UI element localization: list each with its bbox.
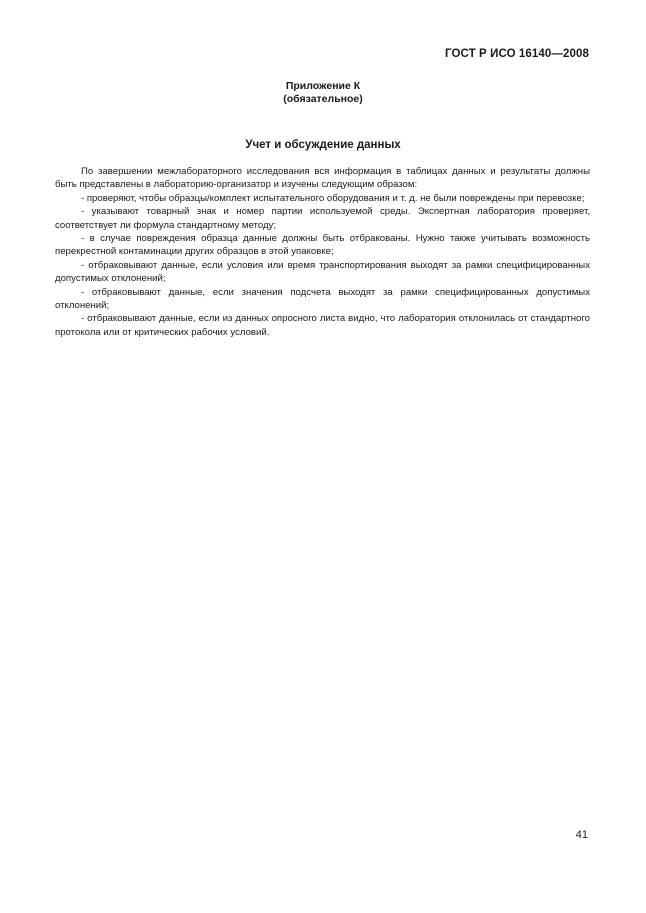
- document-code: ГОСТ Р ИСО 16140—2008: [444, 48, 589, 60]
- list-item: - проверяют, чтобы образцы/комплект испытательного оборудования и т. д. не были повреждены при перевозке;: [81, 192, 585, 204]
- list-item: - в случае повреждения образца данные должны быть отбракованы. Нужно также учитывать возможность перекрестной контаминации других образцов в этой упаковке;: [55, 233, 590, 258]
- annex-heading: [0, 80, 646, 106]
- annex-title: Приложение К: [285, 80, 361, 92]
- paragraph-intro: По завершении межлабораторного исследования вся информация в таблицах данных и результаты должны быть представлены в лабораторию-организатор и изучены следующим образом:: [55, 166, 590, 191]
- section-title: Учет и обсуждение данных: [245, 139, 401, 151]
- list-item: - отбраковывают данные, если условия или время транспортирования выходят за рамки специфицированных допустимых отклонений;: [55, 259, 590, 285]
- list-item: - указывают товарный знак и номер партии используемой среды. Экспертная лаборатория проверяет, соответствует ли формула стандартному методу;: [55, 206, 590, 231]
- body-text: [55, 165, 590, 339]
- list-item: - отбраковывают данные, если из данных опросного листа видно, что лаборатория отклонилась от стандартного протокола или от критических рабочих условий.: [55, 313, 590, 338]
- annex-status: (обязательное): [283, 93, 363, 105]
- page-number: 41: [575, 829, 588, 841]
- list-item: - отбраковывают данные, если значения подсчета выходят за рамки специфицированных допустимых отклонений;: [55, 286, 590, 312]
